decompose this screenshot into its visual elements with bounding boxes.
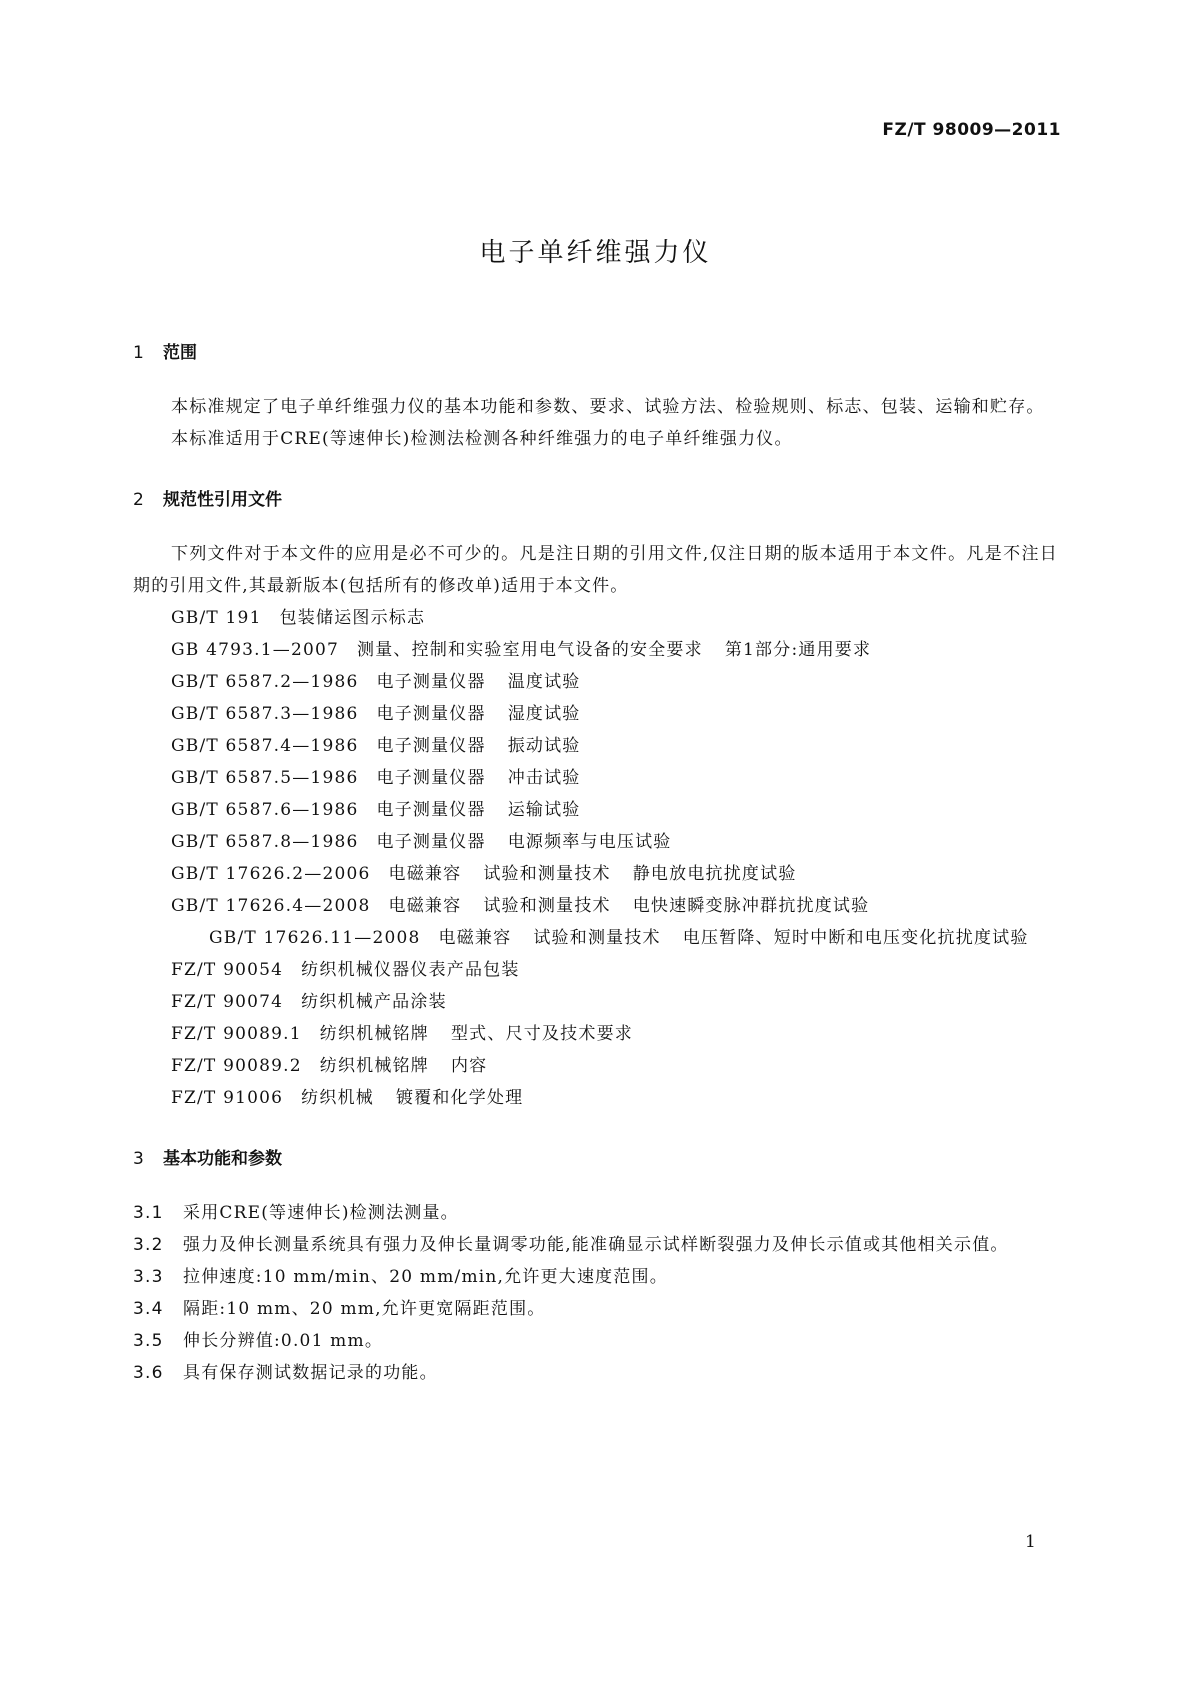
- reference-code: FZ/T 90074: [171, 992, 284, 1012]
- section-title: 基本功能和参数: [163, 1149, 282, 1169]
- clause: [133, 1229, 1058, 1261]
- clause: [133, 1197, 1058, 1229]
- reference-item: [133, 1082, 1058, 1114]
- reference-item: [133, 986, 1058, 1018]
- reference-code: GB/T 17626.11—2008: [209, 928, 421, 948]
- reference-title: 试验和测量技术: [483, 896, 611, 916]
- document-title: 电子单纤维强力仪: [479, 238, 712, 268]
- reference-item: [133, 634, 1058, 666]
- reference-title: 温度试验: [507, 672, 581, 692]
- reference-title: 纺织机械铭牌: [319, 1056, 429, 1076]
- reference-code: GB/T 6587.6—1986: [171, 800, 359, 820]
- section-2-heading: [133, 485, 1058, 510]
- clause-number: 3.5: [133, 1331, 164, 1351]
- reference-item: [133, 1018, 1058, 1050]
- paragraph: 本标准适用于CRE(等速伸长)检测法检测各种纤维强力的电子单纤维强力仪。: [171, 429, 793, 449]
- reference-item: [133, 730, 1058, 762]
- reference-title: 型式、尺寸及技术要求: [450, 1024, 633, 1044]
- reference-code: FZ/T 90089.1: [171, 1024, 302, 1044]
- reference-item: [133, 890, 1058, 922]
- reference-title: 第1部分:通用要求: [724, 640, 872, 660]
- reference-code: GB/T 6587.3—1986: [171, 704, 359, 724]
- clause-number: 3.6: [133, 1363, 164, 1383]
- reference-title: 纺织机械: [301, 1088, 374, 1108]
- reference-code: GB/T 17626.2—2006: [171, 864, 371, 884]
- section-1-heading: [133, 338, 1058, 363]
- reference-title: 湿度试验: [507, 704, 581, 724]
- reference-title: 电子测量仪器: [376, 832, 486, 852]
- reference-title: 运输试验: [507, 800, 581, 820]
- clause-number: 3.1: [133, 1203, 164, 1223]
- reference-title: 纺织机械产品涂装: [301, 992, 447, 1012]
- section-number: 1: [133, 343, 144, 363]
- reference-item: [133, 698, 1058, 730]
- reference-title: 电子测量仪器: [376, 800, 486, 820]
- reference-title: 电快速瞬变脉冲群抗扰度试验: [632, 896, 870, 916]
- reference-title: 电子测量仪器: [376, 768, 486, 788]
- reference-code: FZ/T 90054: [171, 960, 284, 980]
- reference-item: [133, 762, 1058, 794]
- reference-code: GB 4793.1—2007: [171, 640, 340, 660]
- reference-title: 电磁兼容: [388, 896, 462, 916]
- clause-text: 具有保存测试数据记录的功能。: [183, 1363, 438, 1383]
- reference-code: FZ/T 91006: [171, 1088, 284, 1108]
- reference-title: 包装储运图示标志: [279, 608, 426, 628]
- reference-title: 冲击试验: [507, 768, 581, 788]
- clause-text: 隔距:10 mm、20 mm,允许更宽隔距范围。: [183, 1299, 546, 1319]
- reference-item: [133, 666, 1058, 698]
- clause: [133, 1261, 1058, 1293]
- reference-code: GB/T 191: [171, 608, 262, 628]
- reference-item: [133, 602, 1058, 634]
- reference-title: 电磁兼容: [438, 928, 512, 948]
- clause: [133, 1293, 1058, 1325]
- reference-code: GB/T 6587.4—1986: [171, 736, 359, 756]
- reference-item: [133, 922, 1058, 954]
- clause-text: 拉伸速度:10 mm/min、20 mm/min,允许更大速度范围。: [183, 1267, 668, 1287]
- reference-title: 电子测量仪器: [376, 672, 486, 692]
- document-body: [133, 338, 1058, 1389]
- page-number: 1: [1025, 1532, 1036, 1552]
- reference-title: 静电放电抗扰度试验: [632, 864, 797, 884]
- reference-title: 电压暂降、短时中断和电压变化抗扰度试验: [682, 928, 1029, 948]
- reference-title: 电子测量仪器: [376, 704, 486, 724]
- reference-item: [133, 794, 1058, 826]
- reference-title: 试验和测量技术: [483, 864, 611, 884]
- section-number: 2: [133, 490, 144, 510]
- reference-item: [133, 858, 1058, 890]
- reference-code: GB/T 6587.8—1986: [171, 832, 359, 852]
- reference-title: 纺织机械铭牌: [319, 1024, 429, 1044]
- clause: [133, 1325, 1058, 1357]
- clause-number: 3.2: [133, 1235, 164, 1255]
- reference-title: 纺织机械仪器仪表产品包装: [301, 960, 520, 980]
- reference-code: GB/T 17626.4—2008: [171, 896, 371, 916]
- reference-title: 测量、控制和实验室用电气设备的安全要求: [357, 640, 703, 660]
- document-code: FZ/T 98009—2011: [882, 120, 1061, 140]
- reference-item: [133, 826, 1058, 858]
- paragraph: 下列文件对于本文件的应用是必不可少的。凡是注日期的引用文件,仅注日期的版本适用于本文件。凡是不注日期的引用文件,其最新版本(包括所有的修改单)适用于本文件。: [133, 544, 1058, 596]
- reference-title: 电磁兼容: [388, 864, 462, 884]
- clause: [133, 1357, 1058, 1389]
- reference-title: 镀覆和化学处理: [395, 1088, 524, 1108]
- reference-item: [133, 954, 1058, 986]
- paragraph: 本标准规定了电子单纤维强力仪的基本功能和参数、要求、试验方法、检验规则、标志、包装、运输和贮存。: [171, 397, 1045, 417]
- clause-number: 3.3: [133, 1267, 164, 1287]
- reference-item: [133, 1050, 1058, 1082]
- clause-text: 伸长分辨值:0.01 mm。: [183, 1331, 384, 1351]
- reference-title: 电子测量仪器: [376, 736, 486, 756]
- reference-code: FZ/T 90089.2: [171, 1056, 302, 1076]
- section-number: 3: [133, 1149, 144, 1169]
- reference-list: [133, 602, 1058, 1114]
- clause-number: 3.4: [133, 1299, 164, 1319]
- clause-text: 采用CRE(等速伸长)检测法测量。: [183, 1203, 459, 1223]
- reference-title: 内容: [450, 1056, 488, 1076]
- section-3-heading: [133, 1144, 1058, 1169]
- reference-title: 振动试验: [507, 736, 581, 756]
- clause-text: 强力及伸长测量系统具有强力及伸长量调零功能,能准确显示试样断裂强力及伸长示值或其他相关示值。: [183, 1235, 1009, 1255]
- section-title: 范围: [163, 343, 197, 363]
- section-title: 规范性引用文件: [163, 490, 282, 510]
- reference-title: 试验和测量技术: [533, 928, 661, 948]
- reference-title: 电源频率与电压试验: [507, 832, 672, 852]
- reference-code: GB/T 6587.5—1986: [171, 768, 359, 788]
- reference-code: GB/T 6587.2—1986: [171, 672, 359, 692]
